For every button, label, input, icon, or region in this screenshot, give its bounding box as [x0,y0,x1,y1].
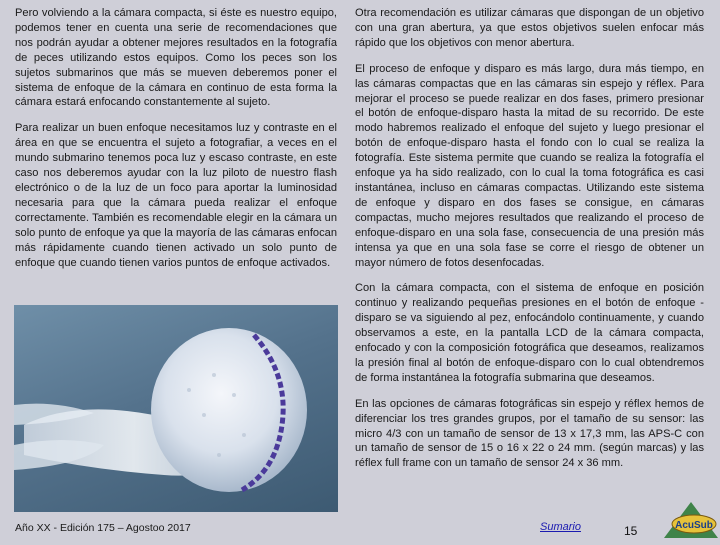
jellyfish-illustration [14,305,338,512]
left-paragraph-2: Para realizar un buen enfoque necesitamos luz y contraste en el área en que se encuentra el sujeto a fotografiar, a veces en el mundo submarino tenemos poca luz y escaso contraste, en este caso nos deberemos ayudar con la luz piloto de nuestro flash electrónico o de la luz de un foco para aportar la luminosidad necesaria para que la cámara pueda realizar el enfoque correctamente. También es recomendable elegir en la cámara un solo punto de enfoque ya que la mayoría de las cámaras enfocan más rápidamente cuando tienen activado un solo punto de enfoque que cuando tienen varios puntos de enfoque activados. [15,122,337,269]
page-number: 15 [624,524,638,538]
right-paragraph-2: El proceso de enfoque y disparo es más largo, dura más tiempo, en las cámaras compactas que en las cámaras sin espejo y réflex. Para mejorar el proceso se puede realizar en dos fases, primero presionar el botón de enfoque-disparo hasta la mitad de su recorrido. De este modo habremos realizado el enfoque del sujeto y luego presionar el botón de enfoque-disparo hasta el fondo con lo cual se realiza la fotografía. Este sistema permite que cuando se realiza la fotografía el enfoque ya ha sido realizado, con lo cual la toma fotográfica es casi instantánea, incluso en cámaras compactas. Utilizando este sistema de enfoque y disparo en dos fases se consigue, en cámaras compactas, mucho mejores resultados que realizando el proceso de enfoque-disparo en una sola fase, consecuencia de una presión más intensa ya que en una sola fase se corre el riesgo de obtener un mayor número de fotos desenfocadas. [355,62,704,269]
jellyfish-photo [14,305,338,512]
edition-footer: Año XX - Edición 175 – Agostoo 2017 [15,522,191,534]
left-column [15,6,337,281]
right-paragraph-1: Otra recomendación es utilizar cámaras que dispongan de un objetivo con una gran abertura, ya que estos objetivos suelen enfocar más rápido que los objetivos con menor abertura. [355,7,704,49]
sumario-link[interactable]: Sumario [540,521,581,533]
logo-text: AcuSub [675,520,713,531]
acusub-logo-icon [662,500,720,540]
left-paragraph-1: Pero volviendo a la cámara compacta, si éste es nuestro equipo, podemos tener en cuenta una serie de recomendaciones que nos podrán ayudar a obtener mejores resultados en la fotografía de peces utilizando estos equipos. Como los peces son los sujetos submarinos que más se mueven deberemos poner el sistema de enfoque de la cámara en continuo de esta forma la cámara estará enfocando constantemente al sujeto. [15,7,337,109]
right-paragraph-4: En las opciones de cámaras fotográficas sin espejo y réflex hemos de diferenciar los tres grandes grupos, por el tamaño de su sensor: las micro 4/3 con un tamaño de sensor de 13 x 17,3 mm, las APS-C con un tamaño de sensor de 15 o 16 x 22 o 24 mm. (según marcas) y las réflex full frame con un tamaño de sensor 24 x 36 mm. [355,397,704,470]
right-paragraph-3: Con la cámara compacta, con el sistema de enfoque en posición continuo y realizando pequeñas presiones en el botón de enfoque -disparo se va siguiendo al pez, enfocándolo continuamente, y cuando observamos a este, en la pantalla LCD de la cámara compacta, enfocado y con la composición fotográfica que deseamos, realizamos la presión final al botón de enfoque-disparo con lo cual obtendremos de forma instantánea la fotografía submarina que deseamos. [355,282,704,384]
right-column [355,6,704,482]
